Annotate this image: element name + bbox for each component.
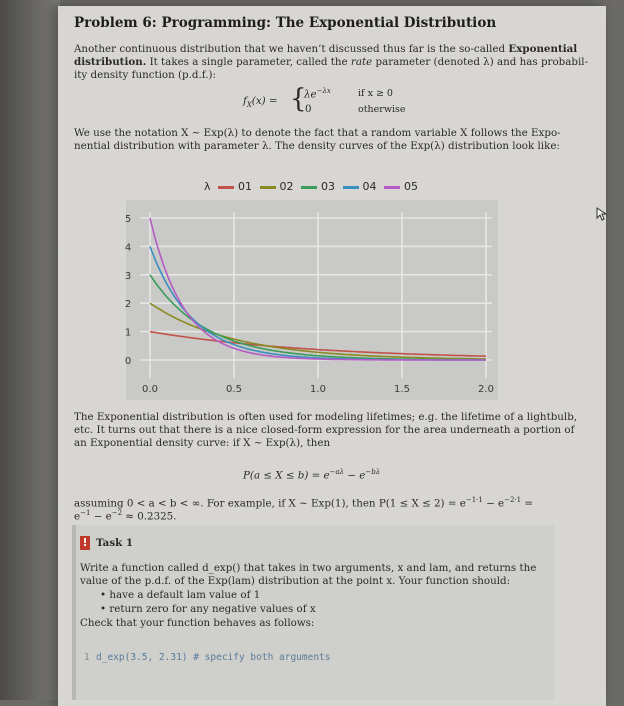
x-tick-label: 1.0: [310, 384, 326, 395]
notation-line-1: We use the notation X ~ Exp(λ) to denote the fact that a random variable X follows the Expo-: [74, 127, 561, 139]
pdf-case-1-expr: $\lambda e^{-\lambda x}$: [304, 87, 331, 101]
x-tick-label: 1.5: [394, 384, 410, 395]
task-title: Task 1: [96, 537, 134, 549]
legend-label-4: 04: [362, 180, 377, 193]
after-chart-line-3: an Exponential density curve: if X ~ Exp(λ), then: [74, 437, 331, 449]
pdf-case-2-cond: otherwise: [358, 104, 406, 115]
example-line-2: $e^{-1} - e^{-2} \approx 0.2325$.: [74, 509, 177, 523]
pdf-formula-brace: {: [290, 84, 307, 114]
intro-line-2: distribution. It takes a single parameter, called the rate parameter (denoted λ) and has probabil-: [74, 56, 589, 68]
task-line-2: value of the p.d.f. of the Exp(lam) distribution at the point x. Your function should:: [80, 575, 511, 587]
x-tick-label: 2.0: [478, 384, 494, 395]
task-bullet-2: • return zero for any negative values of x: [100, 603, 316, 615]
x-tick-label: 0.0: [142, 384, 158, 395]
y-tick-label: 3: [124, 270, 132, 282]
warning-icon: !: [80, 536, 90, 550]
y-tick-label: 2: [124, 299, 132, 311]
task-line-1: Write a function called d_exp() that takes in two arguments, x and lam, and returns the: [80, 562, 537, 574]
task-bullet-1: • have a default lam value of 1: [100, 589, 261, 601]
task-line-3: Check that your function behaves as follows:: [80, 617, 315, 629]
pdf-case-2-expr: 0: [305, 103, 312, 115]
mouse-cursor-icon: [596, 207, 608, 221]
y-tick-label: 4: [124, 242, 132, 254]
after-chart-line-2: etc. It turns out that there is a nice closed-form expression for the area underneath a portion of: [74, 424, 575, 436]
legend-label-2: 02: [279, 180, 294, 193]
intro-line-3: ity density function (p.d.f.):: [74, 69, 216, 81]
notation-line-2: nential distribution with parameter λ. The density curves of the Exp(λ) distribution look like:: [74, 140, 560, 152]
legend-title: λ: [204, 180, 211, 193]
y-tick-label: 1: [124, 327, 132, 339]
example-line-1: assuming 0 < a < b < ∞. For example, if X ~ Exp(1), then $P(1 \le X \le 2) = e^{-1\cdot 1} - e^{-2\cdot 1}$ =: [74, 496, 534, 510]
code-example: d_exp(3.5, 2.31) # specify both arguments: [96, 652, 331, 663]
probability-formula: $P(a \le X \le b) = e^{-a\lambda} - e^{-b\lambda}$: [243, 468, 381, 482]
intro-line-1: Another continuous distribution that we haven’t discussed thus far is the so-called Exponential: [74, 43, 578, 55]
legend-label-3: 03: [321, 180, 336, 193]
code-line-number: 1: [84, 652, 90, 663]
pdf-formula-lhs: $f_X(x)$ =: [243, 95, 278, 110]
after-chart-line-1: The Exponential distribution is often used for modeling lifetimes; e.g. the lifetime of a lightbulb,: [74, 411, 578, 423]
y-tick-label: 0: [124, 356, 132, 367]
y-tick-label: 5: [124, 214, 132, 225]
legend-label-1: 01: [238, 180, 253, 193]
x-tick-label: 0.5: [226, 384, 242, 395]
legend-label-5: 05: [404, 180, 419, 193]
pdf-case-1-cond: if x ≥ 0: [358, 88, 393, 99]
problem-title: Problem 6: Programming: The Exponential Distribution: [74, 15, 497, 31]
